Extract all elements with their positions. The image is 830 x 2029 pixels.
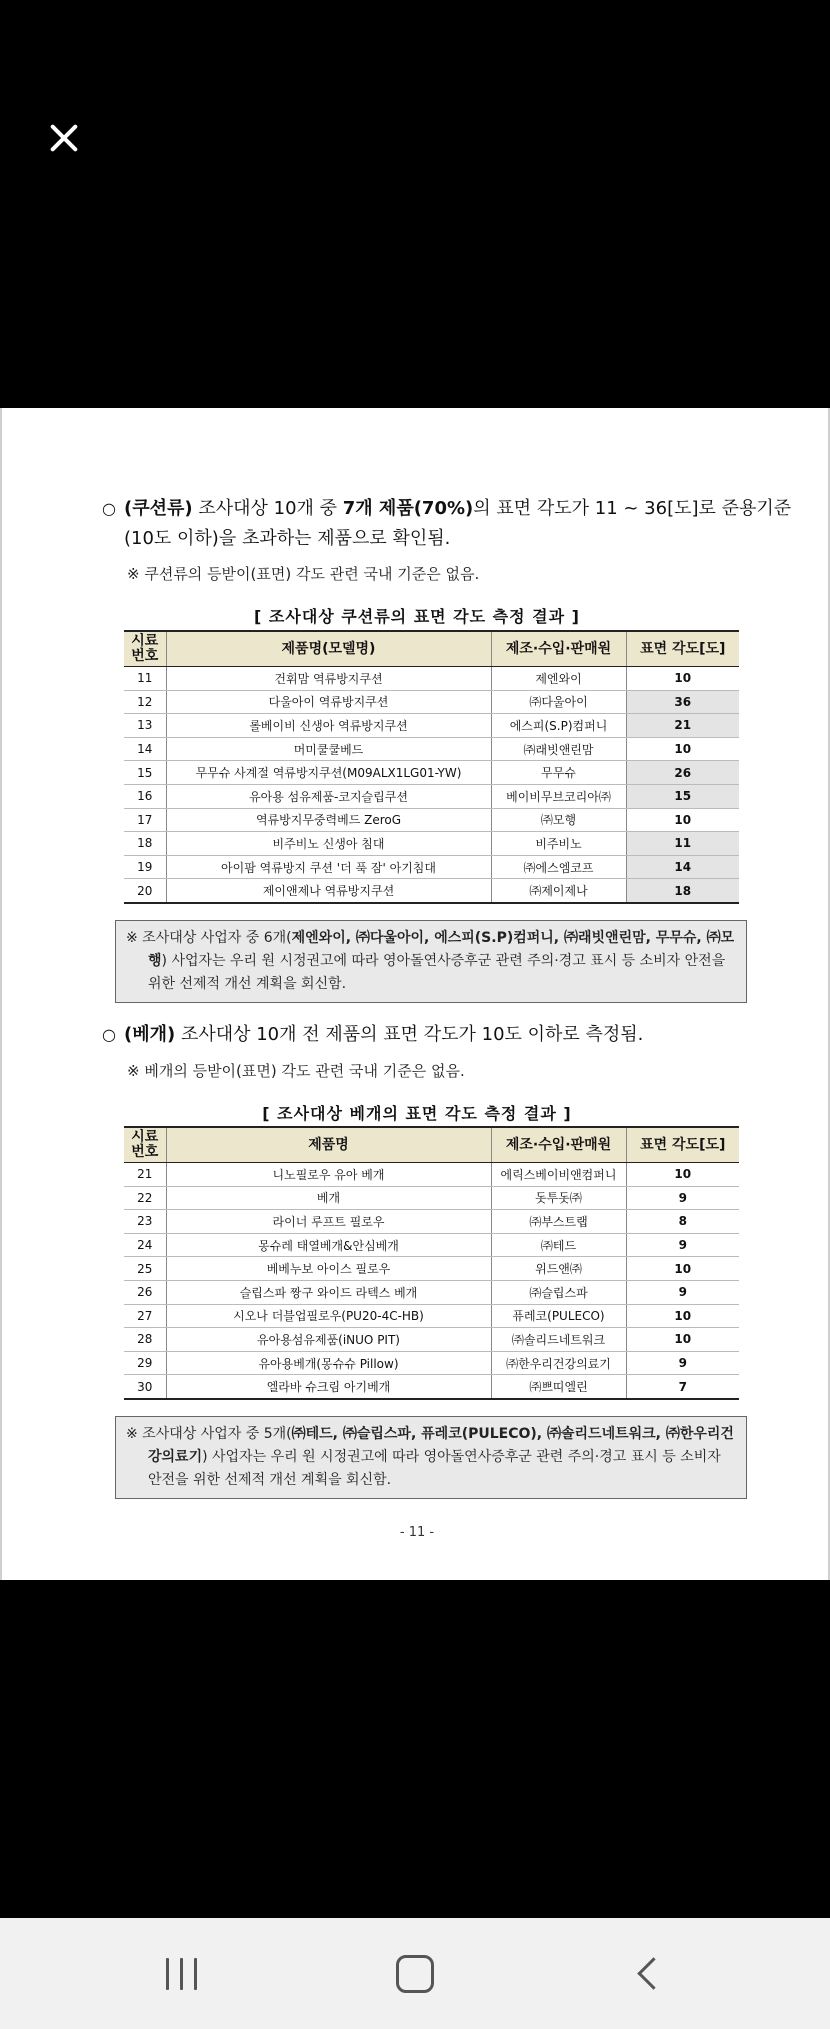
- back-icon[interactable]: [630, 1954, 670, 1994]
- cushion-notice-post: ) 사업자는 우리 원 시정권고에 따라 영아돌연사증후군 관련 주의·경고 표시 등 소비자 안전을 위한 선제적 개선 계획을 회신함.: [148, 953, 726, 992]
- sample-no-cell: 28: [124, 1328, 166, 1352]
- sample-no-cell: 18: [124, 832, 166, 856]
- surface-angle-cell: 10: [626, 667, 739, 691]
- pillow-notice-post: ) 사업자는 우리 원 시정권고에 따라 영아돌연사증후군 관련 주의·경고 표시 등 소비자 안전을 위한 선제적 개선 계획을 회신함.: [148, 1449, 721, 1488]
- pillow-notice-companies: ㈜테드, ㈜슬립스파, 퓨레코(PULECO), ㈜솔리드네트워크, ㈜한우리건강의료기: [148, 1426, 734, 1465]
- product-name-cell: 유아용섬유제품(iNUO PIT): [166, 1328, 491, 1352]
- maker-cell: ㈜부스트랩: [491, 1210, 626, 1234]
- sample-no-cell: 22: [124, 1186, 166, 1210]
- surface-angle-cell: 14: [626, 855, 739, 879]
- header-product-name: 제품명: [166, 1127, 491, 1163]
- maker-cell: 에스피(S.P)컴퍼니: [491, 714, 626, 738]
- maker-cell: ㈜테드: [491, 1233, 626, 1257]
- surface-angle-cell: 10: [626, 1257, 739, 1281]
- product-name-cell: 베베누보 아이스 필로우: [166, 1257, 491, 1281]
- cushion-summary-post: 의 표면 각도가 11 ~ 36[도]로 준용기준: [473, 498, 792, 519]
- product-name-cell: 제이앤제나 역류방지쿠션: [166, 879, 491, 903]
- maker-cell: ㈜제이제나: [491, 879, 626, 903]
- product-name-cell: 니노필로우 유아 베개: [166, 1163, 491, 1187]
- pillow-notice-box: [115, 1416, 747, 1499]
- sample-no-cell: 15: [124, 761, 166, 785]
- table-row: [124, 1351, 739, 1375]
- sample-no-cell: 13: [124, 714, 166, 738]
- table-row: [124, 808, 739, 832]
- table-row: [124, 784, 739, 808]
- table-row: [124, 1210, 739, 1234]
- pillow-table-header: [124, 1127, 739, 1163]
- cushion-notice-text: [126, 927, 738, 996]
- surface-angle-cell: 10: [626, 1163, 739, 1187]
- header-product-name: 제품명(모델명): [166, 631, 491, 667]
- surface-angle-cell: 9: [626, 1351, 739, 1375]
- maker-cell: 퓨레코(PULECO): [491, 1304, 626, 1328]
- maker-cell: ㈜한우리건강의료기: [491, 1351, 626, 1375]
- table-row: [124, 690, 739, 714]
- product-name-cell: 아이팜 역류방지 쿠션 '더 푹 잠' 아기침대: [166, 855, 491, 879]
- product-name-cell: 엘라바 슈크림 아기베개: [166, 1375, 491, 1399]
- table-row: [124, 714, 739, 738]
- surface-angle-cell: 10: [626, 1328, 739, 1352]
- recent-apps-icon[interactable]: [166, 1958, 200, 1990]
- surface-angle-cell: 18: [626, 879, 739, 903]
- surface-angle-cell: 10: [626, 808, 739, 832]
- table-row: [124, 1186, 739, 1210]
- header-sample-no: 시료 번호: [124, 631, 166, 667]
- product-name-cell: 유아용 섬유제품-코지슬립쿠션: [166, 784, 491, 808]
- sample-no-cell: 26: [124, 1280, 166, 1304]
- header-sample-no: 시료 번호: [124, 1127, 166, 1163]
- product-name-cell: 유아용베개(몽슈슈 Pillow): [166, 1351, 491, 1375]
- maker-cell: ㈜모행: [491, 808, 626, 832]
- pillow-notice-text: [126, 1423, 738, 1492]
- header-maker: 제조·수입·판매원: [491, 631, 626, 667]
- product-name-cell: 머미쿨쿨베드: [166, 737, 491, 761]
- sample-no-cell: 21: [124, 1163, 166, 1187]
- table-row: [124, 1163, 739, 1187]
- surface-angle-cell: 10: [626, 1304, 739, 1328]
- pillow-summary-post: 조사대상 10개 전 제품의 표면 각도가 10도 이하로 측정됨.: [175, 1024, 644, 1045]
- table-row: [124, 832, 739, 856]
- maker-cell: 위드앤㈜: [491, 1257, 626, 1281]
- pillow-summary-line1: ○ (베개) 조사대상 10개 전 제품의 표면 각도가 10도 이하로 측정됨.: [102, 1024, 644, 1045]
- product-name-cell: 시오나 더블업필로우(PU20-4C-HB): [166, 1304, 491, 1328]
- maker-cell: ㈜쁘띠엘린: [491, 1375, 626, 1399]
- sample-no-cell: 29: [124, 1351, 166, 1375]
- page-number: - 11 -: [399, 1525, 435, 1540]
- cushion-notice-pre: ※ 조사대상 사업자 중 6개(: [126, 930, 292, 946]
- close-viewer-button[interactable]: [44, 118, 84, 158]
- cushion-notice-box: [115, 920, 747, 1003]
- cushion-heading: (쿠션류): [124, 498, 193, 519]
- product-name-cell: 건휘맘 역류방지쿠션: [166, 667, 491, 691]
- cushion-table-header: [124, 631, 739, 667]
- product-name-cell: 비주비노 신생아 침대: [166, 832, 491, 856]
- cushion-table: [124, 630, 739, 904]
- sample-no-cell: 14: [124, 737, 166, 761]
- maker-cell: 돗투돗㈜: [491, 1186, 626, 1210]
- table-row: [124, 1328, 739, 1352]
- table-row: [124, 879, 739, 903]
- product-name-cell: 슬립스파 짱구 와이드 라텍스 베개: [166, 1280, 491, 1304]
- surface-angle-cell: 15: [626, 784, 739, 808]
- maker-cell: 제엔와이: [491, 667, 626, 691]
- sample-no-cell: 25: [124, 1257, 166, 1281]
- pillow-table: [124, 1126, 739, 1400]
- table-row: [124, 1280, 739, 1304]
- surface-angle-cell: 26: [626, 761, 739, 785]
- sample-no-cell: 30: [124, 1375, 166, 1399]
- surface-angle-cell: 21: [626, 714, 739, 738]
- cushion-summary-mid: 조사대상 10개 중: [192, 498, 343, 519]
- maker-cell: 에릭스베이비앤컴퍼니: [491, 1163, 626, 1187]
- product-name-cell: 몽슈레 태열베개&안심베개: [166, 1233, 491, 1257]
- pillow-notice-pre: ※ 조사대상 사업자 중 5개(: [126, 1426, 292, 1442]
- pillow-table-title: [ 조사대상 베개의 표면 각도 측정 결과 ]: [262, 1104, 572, 1123]
- product-name-cell: 롤베이비 신생아 역류방지쿠션: [166, 714, 491, 738]
- cushion-summary-line1: ○ (쿠션류) 조사대상 10개 중 7개 제품(70%)의 표면 각도가 11 ~ 36[도]로 준용기준: [102, 498, 792, 519]
- product-name-cell: 다울아이 역류방지쿠션: [166, 690, 491, 714]
- sample-no-cell: 12: [124, 690, 166, 714]
- maker-cell: ㈜래빗앤린맘: [491, 737, 626, 761]
- surface-angle-cell: 36: [626, 690, 739, 714]
- surface-angle-cell: 9: [626, 1233, 739, 1257]
- sample-no-cell: 23: [124, 1210, 166, 1234]
- table-row: [124, 761, 739, 785]
- sample-no-cell: 16: [124, 784, 166, 808]
- header-surface-angle: 표면 각도[도]: [626, 1127, 739, 1163]
- surface-angle-cell: 10: [626, 737, 739, 761]
- sample-no-cell: 11: [124, 667, 166, 691]
- table-row: [124, 1233, 739, 1257]
- sample-no-cell: 17: [124, 808, 166, 832]
- maker-cell: ㈜다울아이: [491, 690, 626, 714]
- header-maker: 제조·수입·판매원: [491, 1127, 626, 1163]
- surface-angle-cell: 9: [626, 1186, 739, 1210]
- cushion-summary-bold: 7개 제품(70%): [342, 498, 474, 519]
- table-row: [124, 1257, 739, 1281]
- document-page: [0, 408, 830, 1580]
- surface-angle-cell: 11: [626, 832, 739, 856]
- maker-cell: ㈜솔리드네트워크: [491, 1328, 626, 1352]
- product-name-cell: 무무슈 사계절 역류방지쿠션(M09ALX1LG01-YW): [166, 761, 491, 785]
- pillow-heading: (베개): [124, 1024, 176, 1045]
- header-surface-angle: 표면 각도[도]: [626, 631, 739, 667]
- table-row: [124, 1375, 739, 1399]
- surface-angle-cell: 9: [626, 1280, 739, 1304]
- surface-angle-cell: 7: [626, 1375, 739, 1399]
- cushion-summary-line2: (10도 이하)을 초과하는 제품으로 확인됨.: [124, 528, 451, 549]
- maker-cell: ㈜슬립스파: [491, 1280, 626, 1304]
- table-row: [124, 855, 739, 879]
- sample-no-cell: 20: [124, 879, 166, 903]
- table-row: [124, 1304, 739, 1328]
- maker-cell: 베이비무브코리아㈜: [491, 784, 626, 808]
- product-name-cell: 역류방지무중력베드 ZeroG: [166, 808, 491, 832]
- sample-no-cell: 19: [124, 855, 166, 879]
- cushion-notice-companies: 제엔와이, ㈜다울아이, 에스피(S.P)컴퍼니, ㈜래빗앤린맘, 무무슈, ㈜모행: [148, 930, 735, 969]
- cushion-table-title: [ 조사대상 쿠션류의 표면 각도 측정 결과 ]: [254, 607, 580, 626]
- cushion-note: ※ 쿠션류의 등받이(표면) 각도 관련 국내 기준은 없음.: [127, 565, 480, 583]
- product-name-cell: 라이너 루프트 필로우: [166, 1210, 491, 1234]
- maker-cell: ㈜에스엠코프: [491, 855, 626, 879]
- sample-no-cell: 24: [124, 1233, 166, 1257]
- maker-cell: 비주비노: [491, 832, 626, 856]
- sample-no-cell: 27: [124, 1304, 166, 1328]
- table-row: [124, 737, 739, 761]
- home-icon[interactable]: [396, 1955, 434, 1993]
- maker-cell: 무무슈: [491, 761, 626, 785]
- table-row: [124, 667, 739, 691]
- surface-angle-cell: 8: [626, 1210, 739, 1234]
- pillow-note: ※ 베개의 등받이(표면) 각도 관련 국내 기준은 없음.: [127, 1062, 465, 1080]
- product-name-cell: 베개: [166, 1186, 491, 1210]
- android-nav-bar: [0, 1918, 830, 2029]
